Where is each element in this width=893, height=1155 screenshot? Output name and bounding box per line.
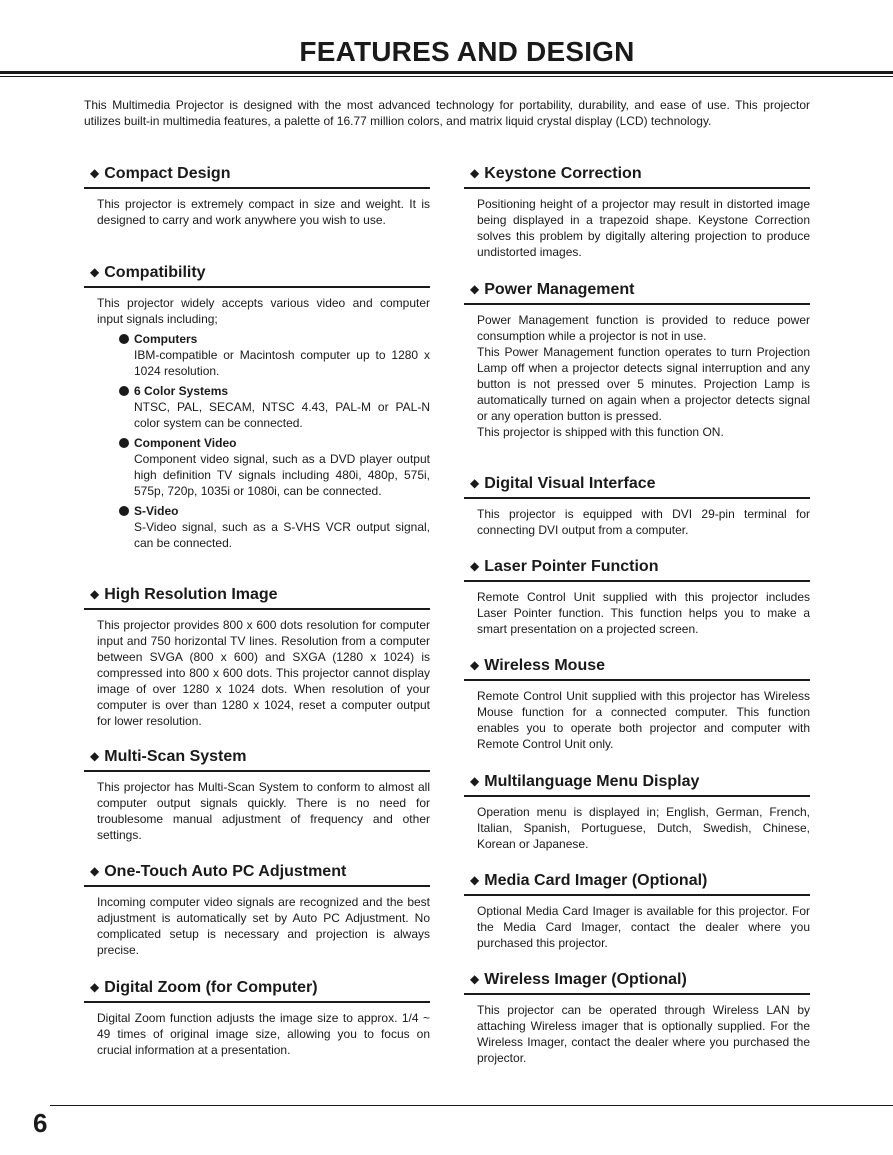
item-title: S-Video — [134, 504, 179, 518]
body-text: This projector is equipped with DVI 29-pin terminal for connecting DVI output from a computer. — [477, 507, 810, 537]
body-text: This projector widely accepts various video and computer input signals including; — [97, 296, 430, 326]
section-heading — [84, 858, 430, 887]
section-power-management — [464, 276, 810, 440]
section-heading — [84, 581, 430, 610]
heading-text: One-Touch Auto PC Adjustment — [104, 863, 347, 880]
page-number: 6 — [33, 1108, 48, 1138]
diamond-bullet-icon: ◆ — [90, 587, 100, 601]
heading-text: Digital Visual Interface — [484, 475, 656, 492]
diamond-bullet-icon: ◆ — [470, 774, 480, 788]
body-text: Incoming computer video signals are recognized and the best adjustment is automatically set by Auto PC Adjustment. No complicated setup is necessary and projection is always precise. — [97, 895, 430, 957]
heading-text: Multilanguage Menu Display — [484, 773, 700, 790]
section-heading — [464, 160, 810, 189]
section-heading — [464, 768, 810, 797]
diamond-bullet-icon: ◆ — [470, 282, 480, 296]
signal-list — [97, 331, 430, 551]
list-item — [119, 331, 430, 379]
section-heading — [464, 966, 810, 995]
section-body — [464, 582, 810, 637]
body-text: This projector has Multi-Scan System to conform to almost all computer output signals quickly. There is no need for troublesome manual adjustment of frequency and other settings. — [97, 780, 430, 842]
body-text: Positioning height of a projector may result in distorted image being displayed in a trapezoid shape. Keystone Correction solves this problem by digitally altering projection to produce undistorted images. — [477, 197, 810, 259]
heading-text: Keystone Correction — [484, 165, 642, 182]
section-body — [464, 896, 810, 951]
section-body — [84, 1003, 430, 1058]
section-heading — [464, 867, 810, 896]
section-heading — [464, 553, 810, 582]
section-heading — [464, 652, 810, 681]
body-text: Remote Control Unit supplied with this projector has Wireless Mouse function for a connected computer. This function enables you to operate both projector and computer with Remote Control Unit only. — [477, 689, 810, 751]
diamond-bullet-icon: ◆ — [90, 265, 100, 279]
heading-text: Compact Design — [104, 165, 231, 182]
page-title: FEATURES AND DESIGN — [299, 36, 635, 67]
list-item — [119, 383, 430, 431]
section-heading — [84, 743, 430, 772]
section-media-card-imager — [464, 867, 810, 951]
section-body — [464, 189, 810, 260]
section-body — [84, 610, 430, 729]
heading-text: Wireless Imager (Optional) — [484, 971, 687, 988]
section-multilanguage-menu-display — [464, 768, 810, 852]
section-body — [84, 288, 430, 551]
item-text: NTSC, PAL, SECAM, NTSC 4.43, PAL-M or PAL-N color system can be connected. — [134, 400, 430, 430]
body-text: Power Management function is provided to reduce power consumption while a projector is not in use. — [477, 313, 810, 343]
heading-text: High Resolution Image — [104, 586, 278, 603]
circle-bullet-icon — [119, 506, 129, 516]
section-body — [464, 797, 810, 852]
item-title: 6 Color Systems — [134, 384, 229, 398]
section-body — [464, 995, 810, 1066]
diamond-bullet-icon: ◆ — [90, 864, 100, 878]
section-multi-scan-system — [84, 743, 430, 843]
diamond-bullet-icon: ◆ — [470, 658, 480, 672]
section-heading — [84, 160, 430, 189]
body-text: Digital Zoom function adjusts the image size to approx. 1/4 ~ 49 times of original image size, allowing you to focus on crucial information at a presentation. — [97, 1011, 430, 1057]
section-heading — [84, 974, 430, 1003]
intro-paragraph: This Multimedia Projector is designed with the most advanced technology for portability, durability, and ease of use. This projector utilizes built-in multimedia features, a palette of 16.77 million colors, and matrix liquid crystal display (LCD) technology. — [84, 98, 810, 128]
title-rule-thin — [0, 76, 893, 77]
section-body — [84, 772, 430, 843]
section-high-resolution-image — [84, 581, 430, 729]
footer-rule — [50, 1105, 893, 1106]
section-body — [464, 305, 810, 440]
diamond-bullet-icon: ◆ — [470, 972, 480, 986]
item-text: Component video signal, such as a DVD player output high definition TV signals including 480i, 480p, 575i, 575p, 720p, 1035i or 1080i, can be connected. — [134, 452, 430, 498]
section-compatibility — [84, 259, 430, 555]
heading-text: Wireless Mouse — [484, 657, 606, 674]
diamond-bullet-icon: ◆ — [470, 873, 480, 887]
section-laser-pointer-function — [464, 553, 810, 637]
section-compact-design — [84, 160, 430, 228]
section-body — [84, 189, 430, 228]
heading-text: Laser Pointer Function — [484, 558, 659, 575]
section-keystone-correction — [464, 160, 810, 260]
heading-text: Compatibility — [104, 264, 206, 281]
diamond-bullet-icon: ◆ — [470, 559, 480, 573]
body-text: This projector can be operated through Wireless LAN by attaching Wireless imager that is optionally supplied. For the Wireless Imager, contact the dealer where you purchased the projector. — [477, 1003, 810, 1065]
item-text: S-Video signal, such as a S-VHS VCR output signal, can be connected. — [134, 520, 430, 550]
circle-bullet-icon — [119, 334, 129, 344]
section-one-touch-auto-pc-adjustment — [84, 858, 430, 958]
heading-text: Media Card Imager (Optional) — [484, 872, 708, 889]
section-body — [84, 887, 430, 958]
heading-text: Multi-Scan System — [104, 748, 247, 765]
diamond-bullet-icon: ◆ — [470, 476, 480, 490]
item-text: IBM-compatible or Macintosh computer up to 1280 x 1024 resolution. — [134, 348, 430, 378]
body-text: This projector is extremely compact in size and weight. It is designed to carry and work anywhere you wish to use. — [97, 197, 430, 227]
section-digital-zoom — [84, 974, 430, 1058]
section-body — [464, 499, 810, 538]
circle-bullet-icon — [119, 386, 129, 396]
section-heading — [84, 259, 430, 288]
circle-bullet-icon — [119, 438, 129, 448]
diamond-bullet-icon: ◆ — [470, 166, 480, 180]
section-digital-visual-interface — [464, 470, 810, 538]
diamond-bullet-icon: ◆ — [90, 749, 100, 763]
title-rule-thick — [0, 71, 893, 74]
section-heading — [464, 276, 810, 305]
diamond-bullet-icon: ◆ — [90, 980, 100, 994]
heading-text: Digital Zoom (for Computer) — [104, 979, 318, 996]
section-wireless-mouse — [464, 652, 810, 752]
body-text: This Power Management function operates to turn Projection Lamp off when a projector detects signal interruption and any button is not pressed over 5 minutes. Projection Lamp is automatically turned on again when a projector detects signal or any operation button is pressed. — [477, 345, 810, 423]
body-text: Operation menu is displayed in; English, German, French, Italian, Spanish, Portuguese, Dutch, Swedish, Chinese, Korean or Japanese. — [477, 805, 810, 851]
body-text: This projector is shipped with this function ON. — [477, 425, 724, 439]
heading-text: Power Management — [484, 281, 635, 298]
body-text: Optional Media Card Imager is available for this projector. For the Media Card Imager, contact the dealer where you purchased this projector. — [477, 904, 810, 950]
section-wireless-imager — [464, 966, 810, 1066]
body-text: This projector provides 800 x 600 dots resolution for computer input and 750 horizontal TV lines. Resolution from a computer between SVGA (800 x 600) and SXGA (1280 x 1024) is compressed into 800 x 600 dots. This projector cannot display image of over 1280 x 1024 dots. When resolution of your computer is over than 1280 x 1024, reset a computer output for lower resolution. — [97, 618, 430, 728]
list-item — [119, 435, 430, 499]
item-title: Computers — [134, 332, 198, 346]
section-body — [464, 681, 810, 752]
diamond-bullet-icon: ◆ — [90, 166, 100, 180]
item-title: Component Video — [134, 436, 237, 450]
section-heading — [464, 470, 810, 499]
body-text: Remote Control Unit supplied with this projector includes Laser Pointer function. This function helps you to make a smart presentation on a projected screen. — [477, 590, 810, 636]
list-item — [119, 503, 430, 551]
